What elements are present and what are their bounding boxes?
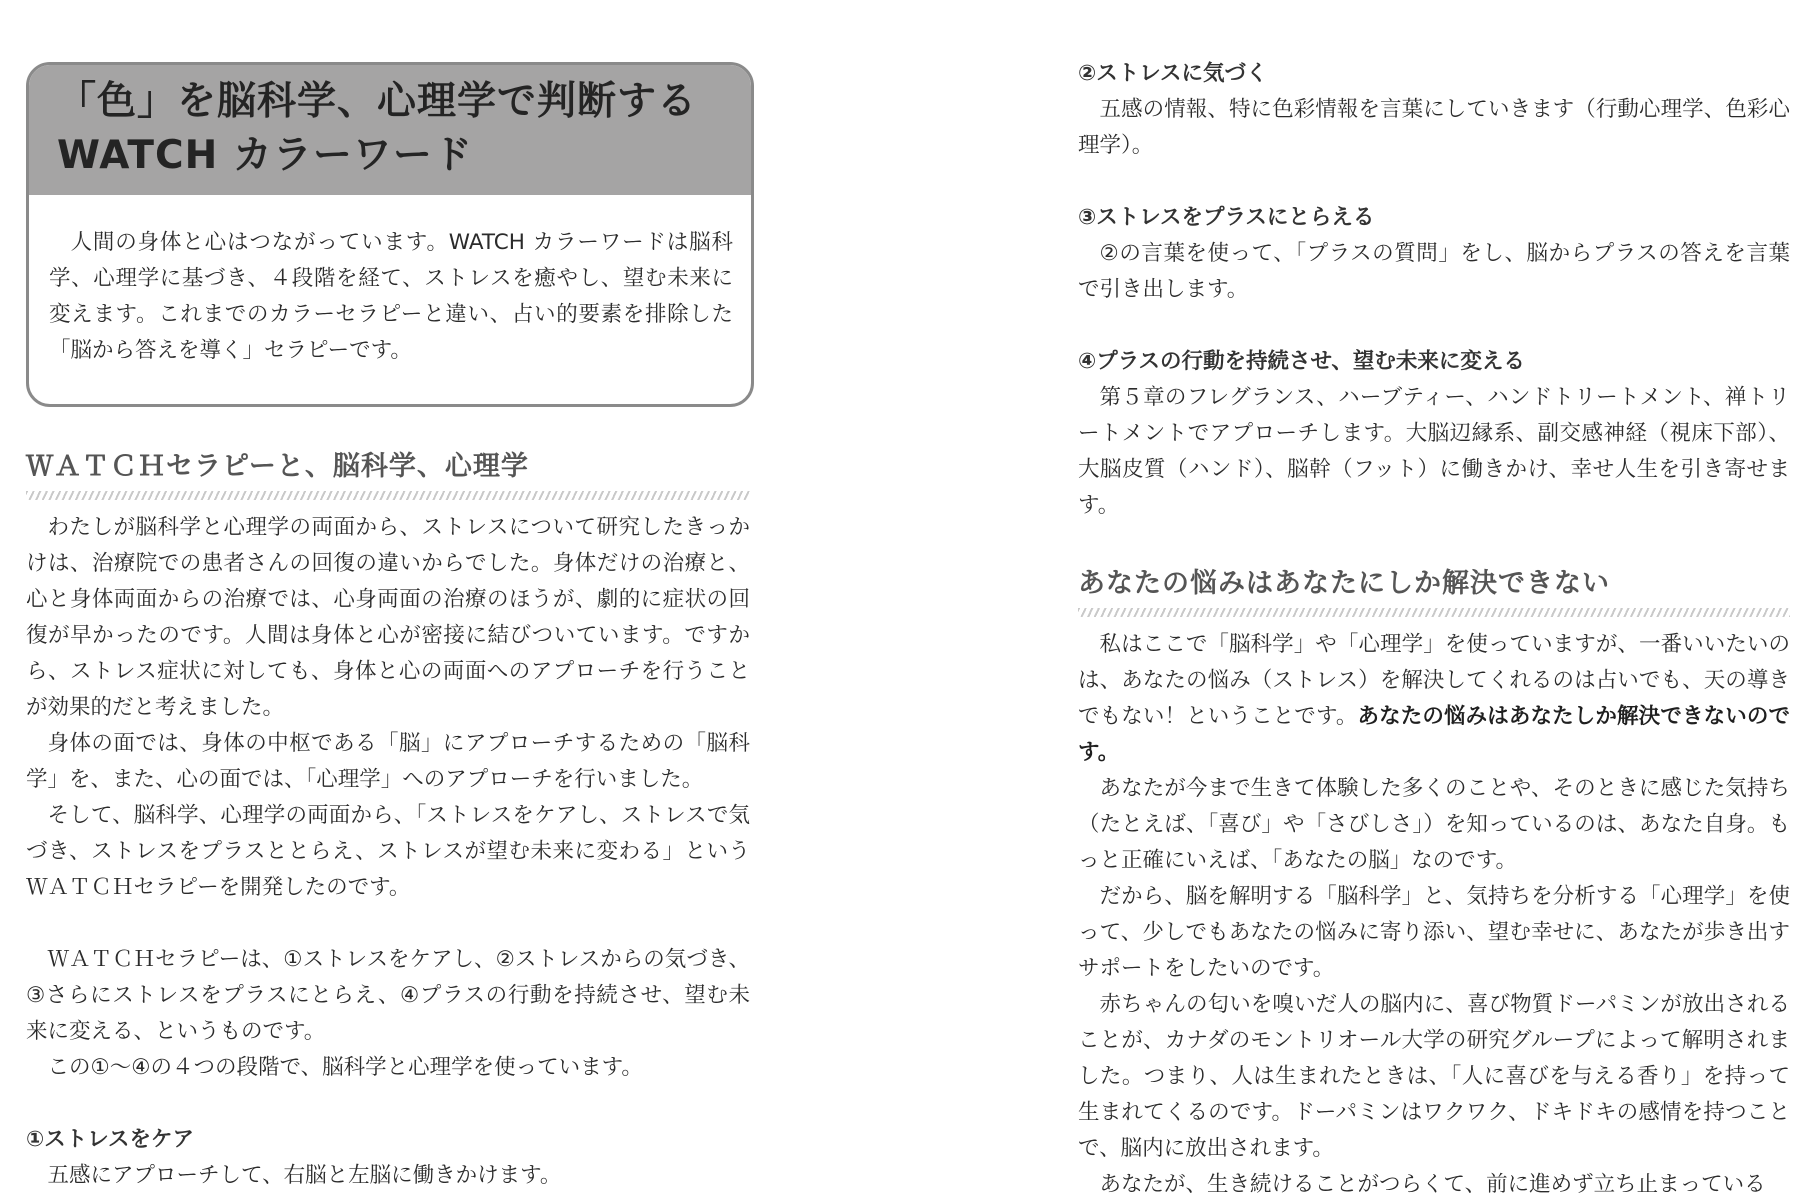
right-paragraph-3: だから、脳を解明する「脳科学」と、気持ちを分析する「心理学」を使って、少しでもあなたの悩みに寄り添い、望む幸せに、あなたが歩き出すサポートをしたいのです。 xyxy=(1078,884,1790,981)
step1-body: 五感にアプローチして、右脳と左脳に働きかけます。 xyxy=(47,1163,562,1188)
step2-body: 五感の情報、特に色彩情報を言葉にしていきます（行動心理学、色彩心理学）。 xyxy=(1078,97,1790,158)
spacer xyxy=(1078,164,1790,200)
section-divider xyxy=(1078,608,1790,617)
step4-body: 第５章のフレグランス、ハーブティー、ハンドトリートメント、禅トリートメントでアプローチします。大脳辺縁系、副交感神経（視床下部）、大脳皮質（ハンド）、脳幹（フット）に働きかけ、幸せ人生を引き寄せます。 xyxy=(1078,385,1790,518)
left-paragraph-5: この①～④の４つの段階で、脳科学と心理学を使っています。 xyxy=(47,1055,643,1080)
left-paragraph-2: 身体の面では、身体の中枢である「脳」にアプローチするための「脳科学」を、また、心の面では、「心理学」へのアプローチを行いました。 xyxy=(26,731,750,792)
left-section-header xyxy=(26,447,750,500)
intro-title-line2: WATCH カラーワード xyxy=(57,133,473,178)
spacer xyxy=(26,1086,750,1122)
left-paragraph-1: わたしが脳科学と心理学の両面から、ストレスについて研究したきっかけは、治療院での患者さんの回復の違いからでした。身体だけの治療と、心と身体両面からの治療では、心身両面の治療のほうが、劇的に症状の回復が早かったのです。人間は身体と心が密接に結びついています。ですから、ストレス症状に対しても、身体と心の両面へのアプローチを行うことが効果的だと考えました。 xyxy=(26,515,750,720)
intro-box-header xyxy=(29,65,751,195)
left-section-title: ＷＡＴＣＨセラピーと、脳科学、心理学 xyxy=(26,451,529,482)
step2-title: ②ストレスに気づく xyxy=(1078,61,1268,86)
step1-title: ①ストレスをケア xyxy=(26,1127,195,1152)
right-paragraph-5: あなたが、生き続けることがつらくて、前に進めず立ち止まっている xyxy=(1099,1172,1766,1197)
right-paragraph-1-emphasis: あなたの悩みはあなたしか解決できないのです。 xyxy=(1078,704,1790,765)
left-paragraph-3: そして、脳科学、心理学の両面から、「ストレスをケアし、ストレスで気づき、ストレスをプラスととらえ、ストレスが望む未来に変わる」というＷＡＴＣＨセラピーを開発したのです。 xyxy=(26,803,750,900)
left-paragraph-4: ＷＡＴＣＨセラピーは、①ストレスをケアし、②ストレスからの気づき、③さらにストレスをプラスにとらえ、④プラスの行動を持続させ、望む未来に変える、というものです。 xyxy=(26,947,750,1044)
right-column xyxy=(1078,56,1790,1203)
step3-title: ③ストレスをプラスにとらえる xyxy=(1078,205,1375,230)
left-column xyxy=(26,62,750,1194)
right-section-title: あなたの悩みはあなたにしか解決できない xyxy=(1078,568,1610,599)
right-paragraph-4: 赤ちゃんの匂いを嗅いだ人の脳内に、喜び物質ドーパミンが放出されることが、カナダのモントリオール大学の研究グループによって解明されました。つまり、人は生まれたときは、「人に喜びを与える香り」を持って生まれてくるのです。ドーパミンはワクワク、ドキドキの感情を持つことで、脳内に放出されます。 xyxy=(1078,992,1790,1161)
spacer xyxy=(26,906,750,942)
intro-box-title xyxy=(57,75,727,183)
intro-box-body: 人間の身体と心はつながっています。WATCH カラーワードは脳科学、心理学に基づき、４段階を経て、ストレスを癒やし、望む未来に変えます。これまでのカラーセラピーと違い、占い的要素を排除した「脳から答えを導く」セラピーです。 xyxy=(49,229,733,363)
intro-box xyxy=(26,62,754,407)
right-paragraph-2: あなたが今まで生きて体験した多くのことや、そのときに感じた気持ち（たとえば、「喜び」や「さびしさ」）を知っているのは、あなた自身。もっと正確にいえば、「あなたの脳」なのです。 xyxy=(1078,776,1790,873)
right-section-header xyxy=(1078,564,1790,617)
intro-title-line1: 「色」を脳科学、心理学で判断する xyxy=(57,79,698,124)
right-paragraph-1-text: 私はここで「脳科学」や「心理学」を使っていますが、一番いいたいのは、あなたの悩み（ストレス）を解決してくれるのは占いでも、天の導きでもない！ということです。 xyxy=(1078,632,1790,729)
spacer xyxy=(1078,308,1790,344)
step3-body: ②の言葉を使って、「プラスの質問」をし、脳からプラスの答えを言葉で引き出します。 xyxy=(1078,241,1790,302)
section-divider xyxy=(26,491,750,500)
step4-title: ④プラスの行動を持続させ、望む未来に変える xyxy=(1078,349,1525,374)
right-paragraph-1 xyxy=(1078,627,1790,771)
